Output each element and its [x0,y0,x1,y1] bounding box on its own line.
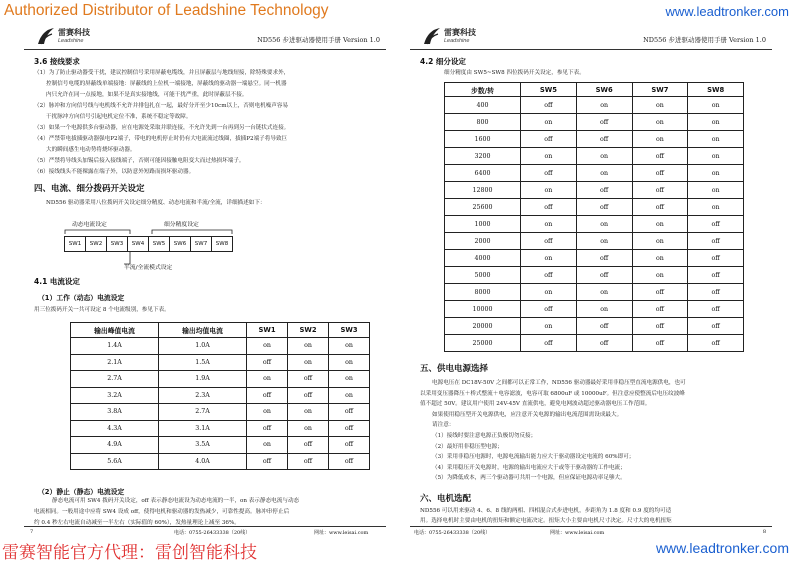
section-4-title: 四、电流、细分拨码开关设定 [34,184,145,194]
table-cell: on [688,148,744,165]
table-cell: off [576,267,632,284]
table-cell: 25000 [445,335,521,352]
section-4-1-2-body [34,496,386,529]
column-header: SW8 [688,83,744,97]
text-line: 用。选择电机时主要由电机的扭矩和额定电流决定。扭矩大小主要由电机尺寸决定。尺寸大的电机扭矩 [420,518,672,524]
table-cell: on [521,216,577,233]
table-cell: off [688,267,744,284]
text-line: （5）为降低成本，两三个驱动器可共用一个电源，但应保证电源功率足够大。 [432,475,626,482]
table-cell: off [521,131,577,148]
column-header: SW3 [329,323,370,338]
logo-name: 雷赛科技 [58,28,90,37]
table-cell: on [247,338,288,355]
logo-sub: Leadshine [444,38,470,44]
page-footer [410,526,772,538]
table-cell: off [247,354,288,371]
table-cell: 5.6A [71,453,159,470]
table-row [445,216,744,233]
table-cell: 20000 [445,318,521,335]
column-header: SW2 [288,323,329,338]
current-table [70,322,370,470]
table-cell: off [632,301,688,318]
text-line: 如果使用稳压型开关电源供电，应注意开关电源的输出电流范围需设成最大。 [432,411,623,418]
footer-website[interactable]: 网址：www.leisai.com [314,530,369,536]
text-line: （2）脉冲和方向信号线与电机线不允许并排包扎在一起，最好分开至少10cm以上，否则电机噪声容易 [34,103,289,109]
table-cell: off [576,250,632,267]
text-line: 电源电压在 DC18V-50V 之间都可以正常工作，ND556 驱动器最好采用非稳压型直流电源供电，也可 [432,380,686,386]
page-header [410,22,772,50]
right-page [410,22,772,538]
table-cell: off [247,453,288,470]
table-cell: off [576,199,632,216]
microstep-table-body [445,97,744,352]
logo-name: 雷赛科技 [444,28,476,37]
text-line: 内只允许在同一点接地，如果不是真实接地线，可能干扰严重，此时屏蔽层不接。 [46,92,248,98]
table-cell: 2.7A [159,404,247,421]
table-row [71,338,370,355]
table-row [445,131,744,148]
table-cell: on [288,354,329,371]
table-cell: on [247,437,288,454]
table-cell: on [521,250,577,267]
table-cell: off [632,182,688,199]
table-row [445,318,744,335]
table-row [71,371,370,388]
table-cell: on [521,318,577,335]
table-cell: on [288,404,329,421]
table-header-row [445,83,744,97]
table-cell: on [576,233,632,250]
table-row [445,250,744,267]
table-cell: on [688,97,744,114]
table-header-row [71,323,370,338]
table-row [445,335,744,352]
table-cell: on [576,148,632,165]
section-6-title: 六、电机选配 [420,494,472,504]
table-cell: off [521,97,577,114]
table-cell: on [576,216,632,233]
table-cell: off [247,387,288,404]
table-cell: 3.2A [71,387,159,404]
company-logo [422,26,512,48]
table-cell: 2.3A [159,387,247,404]
text-line: 干扰脉冲方向信号引起电机定位不准，系统不稳定等故障。 [46,114,192,120]
current-table-body [71,338,370,470]
table-cell: off [632,335,688,352]
table-row [71,453,370,470]
column-header: 输出均值电流 [159,323,247,338]
table-row [71,420,370,437]
table-cell: off [521,165,577,182]
table-cell: on [632,233,688,250]
text-line: （1）接线时要注意电源正负极切勿反接； [432,432,537,439]
table-cell: on [632,216,688,233]
table-cell: off [576,335,632,352]
table-cell: on [576,284,632,301]
column-header: SW7 [632,83,688,97]
table-cell: on [288,338,329,355]
text-line: （4）采用稳压开关电源时，电源的输出电流应大于或等于驱动器的工作电流； [432,464,626,471]
table-cell: off [521,199,577,216]
table-cell: on [521,284,577,301]
dip-switch: SW7 [190,236,212,252]
footer-phone: 电话：0755-26433338（20线） [174,530,251,536]
table-cell: off [288,387,329,404]
table-cell: 2.7A [71,371,159,388]
table-cell: 1.0A [159,338,247,355]
switch-brackets [24,22,386,302]
table-cell: off [521,267,577,284]
section-4-1-1-intro: 用三位拨码开关一共可设定 8 个电流级别，参见下表。 [34,307,170,313]
table-row [445,182,744,199]
table-cell: 6400 [445,165,521,182]
section-4-intro: ND556 驱动器采用八位拨码开关设定细分精度、动态电流和半流/全流，详细描述如下： [46,200,266,206]
table-cell: off [288,437,329,454]
table-cell: 8000 [445,284,521,301]
table-cell: on [632,131,688,148]
table-cell: on [688,165,744,182]
table-cell: 400 [445,97,521,114]
column-header: 输出峰值电流 [71,323,159,338]
text-line: 请注意： [432,422,455,429]
table-cell: 2.1A [71,354,159,371]
footer-phone: 电话：0755-26433338（20线） [414,530,491,536]
section-5-title: 五、供电电源选择 [420,364,489,374]
table-cell: on [521,114,577,131]
dip-switch-row [64,236,232,252]
table-cell: off [688,335,744,352]
table-cell: on [329,338,370,355]
table-row [71,387,370,404]
table-cell: on [632,97,688,114]
text-line: （6）接线线头不能裸露在端子外，以防意外短路而损坏驱动器。 [34,169,195,175]
microstep-label: 细分精度设定 [164,222,199,228]
section-4-2-intro: 细分精度由 SW5~SW8 四位拨码开关设定，参见下表。 [444,70,585,76]
section-4-1-title: 4.1 电流设定 [34,277,80,286]
table-cell: on [329,371,370,388]
table-cell: off [576,114,632,131]
table-cell: 5000 [445,267,521,284]
table-cell: off [688,233,744,250]
footer-website[interactable]: 网址：www.leisai.com [550,530,605,536]
logo-icon [422,26,442,46]
table-cell: 3.8A [71,404,159,421]
table-cell: 4.9A [71,437,159,454]
table-row [71,437,370,454]
dip-switch: SW3 [106,236,128,252]
text-line: （2）最好用非稳压型电源； [432,443,503,450]
table-cell: 1.9A [159,371,247,388]
text-line: （3）如果一个电源供多台驱动器，应在电源处采取并联连接，不允许先到一台再到另一台链状式连接。 [34,125,290,131]
table-row [445,165,744,182]
table-row [445,148,744,165]
distributor-url-top[interactable]: www.leadtronker.com [665,4,789,19]
table-row [445,284,744,301]
table-cell: 2000 [445,233,521,250]
section-6-body [420,506,772,526]
table-cell: on [632,250,688,267]
table-cell: 25600 [445,199,521,216]
text-line: 以采用变压器降压＋桥式整流＋电容滤波，电容可取 6800uF 或 10000uF。但注意应使整流后电压纹波峰 [420,390,685,397]
section-4-2-title: 4.2 细分设定 [420,57,466,66]
text-line: （4）严禁带电拔插驱动器强电P2端子，带电的电机停止时仍有大电流流过线圈，拔插P2端子将导致巨 [34,136,288,142]
text-line: 大的瞬间感生电动势将烧坏驱动器。 [46,147,136,153]
text-line: 控制信号电缆的屏蔽线单端接地：屏蔽线的上位机一端接地，屏蔽线的驱动器一端悬空。同一机器 [46,81,287,87]
table-cell: 12800 [445,182,521,199]
table-cell: on [688,131,744,148]
table-cell: on [521,182,577,199]
section-4-1-2-title: （2）静止（静态）电流设定 [38,488,125,496]
table-cell: off [576,131,632,148]
table-row [71,404,370,421]
text-line: ND556 可以用来驱动 4、6、8 线的两相、四相混合式步进电机，步距角为 1.8 度和 0.9 度的均可适 [420,508,672,514]
table-cell: on [576,97,632,114]
column-header: SW6 [576,83,632,97]
table-cell: off [688,301,744,318]
manual-title: ND556 步进驱动器使用手册 Version 1.0 [643,36,766,44]
table-cell: on [521,148,577,165]
dip-switch: SW6 [169,236,191,252]
table-cell: off [576,318,632,335]
page-footer [24,526,386,538]
table-cell: off [521,301,577,318]
table-cell: off [576,182,632,199]
table-cell: 3.5A [159,437,247,454]
table-row [445,267,744,284]
table-row [445,233,744,250]
table-cell: 4.0A [159,453,247,470]
table-cell: off [632,148,688,165]
table-cell: off [329,420,370,437]
table-cell: off [329,453,370,470]
table-cell: off [632,318,688,335]
distributor-agent-banner: 雷赛智能官方代理：雷创智能科技 [2,543,257,561]
dip-switch: SW2 [85,236,107,252]
table-cell: 1600 [445,131,521,148]
table-cell: 4000 [445,250,521,267]
text-line: 值不超过 50V。建议用户使用 24V-45V 直流供电，避免电网波动超过驱动器电压工作范围。 [420,401,651,408]
table-cell: on [632,267,688,284]
text-line: （5）严禁将导线头加锡后接入接线端子，否则可能因接触电阻变大而过热损坏端子。 [34,158,245,164]
half-current-label: 半流/全流模式设定 [124,265,173,271]
dip-switch: SW1 [64,236,86,252]
section-5-body [420,378,772,484]
table-cell: 10000 [445,301,521,318]
table-cell: on [688,182,744,199]
table-cell: on [632,114,688,131]
table-cell: off [247,420,288,437]
dip-switch: SW5 [148,236,170,252]
table-cell: on [688,114,744,131]
table-cell: on [688,199,744,216]
dip-switch: SW8 [211,236,233,252]
text-line: 电流相同。一般用途中应将 SW4 设成 off，使得电机和驱动器的发热减少，可靠性提高。脉冲串停止后 [34,509,290,515]
table-cell: on [576,165,632,182]
table-row [445,114,744,131]
text-line: 约 0.4 秒左右电流自动减至一半左右（实际值的 60%），发热量理论上减至 36%。 [34,520,240,526]
table-cell: off [688,250,744,267]
table-cell: on [329,387,370,404]
table-cell: on [329,354,370,371]
table-cell: 3200 [445,148,521,165]
text-line: 静态电流可用 SW4 拨码开关设定，off 表示静态电流设为动态电流的一半，on 表示静态电流与动态 [52,498,300,504]
table-cell: 3.1A [159,420,247,437]
table-cell: off [688,216,744,233]
column-header: SW1 [247,323,288,338]
column-header: SW5 [521,83,577,97]
column-header: 步数/转 [445,83,521,97]
table-row [445,97,744,114]
table-cell: 4.3A [71,420,159,437]
left-page [24,22,386,538]
table-row [71,354,370,371]
table-cell: on [247,371,288,388]
section-4-1-1-title: （1）工作（动态）电流设定 [38,294,125,302]
table-cell: off [632,199,688,216]
table-cell: off [688,284,744,301]
microstep-table [444,82,744,352]
table-cell: off [688,318,744,335]
table-cell: on [247,404,288,421]
dynamic-current-label: 动态电流设定 [72,222,107,228]
table-row [445,199,744,216]
table-cell: 800 [445,114,521,131]
table-row [445,301,744,318]
table-cell: off [288,371,329,388]
page-number: 7 [30,529,34,535]
distributor-banner: Authorized Distributor of Leadshine Technology [4,2,329,19]
text-line: （3）采用非稳压电源时，电源电流输出能力应大于驱动器设定电流的 60%即可； [432,454,635,461]
table-cell: off [521,233,577,250]
page-number: 8 [762,529,766,535]
dip-switch: SW4 [127,236,149,252]
table-cell: off [632,284,688,301]
table-cell: 1000 [445,216,521,233]
distributor-url-bottom[interactable]: www.leadtronker.com [655,540,789,556]
table-cell: off [329,437,370,454]
table-cell: off [632,165,688,182]
table-cell: off [288,453,329,470]
section-3-6-title: 3.6 接线要求 [34,57,80,66]
table-cell: on [576,301,632,318]
table-cell: off [521,335,577,352]
table-cell: 1.4A [71,338,159,355]
table-cell: 1.5A [159,354,247,371]
text-line: （1）为了防止驱动器受干扰，建议控制信号采用屏蔽电缆线，并且屏蔽层与地线短接，除特殊要求外， [34,70,290,76]
manual-title: ND556 步进驱动器使用手册 Version 1.0 [257,36,380,44]
table-cell: on [288,420,329,437]
logo-sub: Leadshine [58,38,84,44]
table-cell: off [329,404,370,421]
